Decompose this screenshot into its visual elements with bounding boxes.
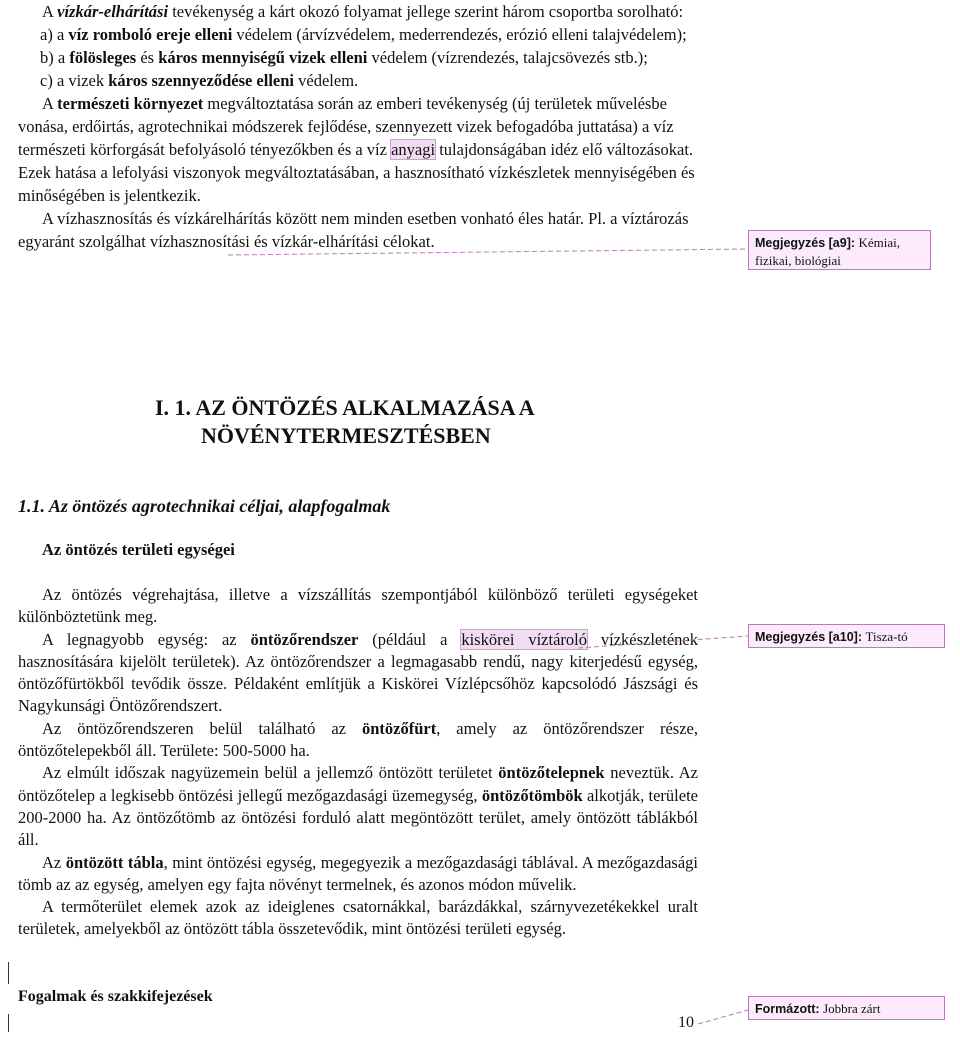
comment-text: Tisza-tó <box>865 629 908 644</box>
page-number: 10 <box>678 1014 694 1031</box>
subsection-heading: Az öntözés területi egységei <box>42 540 235 559</box>
paragraph-ontozorendszer: A legnagyobb egység: az öntözőrendszer (például a kiskörei víztároló vízkészletének hasznosítására kijelölt területek). Az öntözőrendszer a legmagasabb rendű, nagy kiterjedésű egység, öntözőfürtökből tevődik össze. Példaként említjük a Kiskörei Vízlépcsőhöz kapcsolódó Jászsági és Nagykunsági Öntözőrendszert. <box>18 629 698 716</box>
connector-a10 <box>578 636 748 648</box>
section-heading: 1.1. Az öntözés agrotechnikai céljai, alapfogalmak <box>18 496 391 516</box>
paragraph-intro: Az öntözés végrehajtása, illetve a vízszállítás szempontjából különböző területi egységeket különböztetünk meg. <box>18 585 698 627</box>
paragraph-vizkar: A vízkár-elhárítási tevékenység a kárt okozó folyamat jellege szerint három csoportba sorolható: <box>42 2 684 21</box>
glossary-heading: Fogalmak és szakkifejezések <box>18 988 213 1005</box>
comment-balloon-a9[interactable] <box>748 230 931 270</box>
comment-anchor-a10[interactable]: kiskörei víztároló <box>461 629 587 649</box>
chapter-heading: I. 1. AZ ÖNTÖZÉS ALKALMAZÁSA A NÖVÉNYTERMESZTÉSBEN <box>155 395 535 448</box>
comment-label: Megjegyzés [a10]: <box>755 630 862 644</box>
paragraph-ontozotelep: Az elmúlt időszak nagyüzemein belül a jellemző öntözött területet öntözőtelepnek neveztük. Az öntözőtelep a legkisebb öntözési jellegű mezőgazdasági üzemegység, öntözőtömbök alkotják, területe 200-2000 ha. Az öntözőtömb az öntözési forduló alatt megöntözött terület, amely öntözött táblákból áll. <box>18 763 699 850</box>
paragraph-termoterulet: A termőterület elemek azok az ideiglenes csatornákkal, barázdákkal, szárnyvezetékekkel uralt területek, amelyekből az öntözött tábla összetevődik, mint öntözési területi egység. <box>18 897 698 939</box>
format-label: Formázott: <box>755 1002 820 1016</box>
list-item-c: c) a vizek káros szennyeződése elleni védelem. <box>40 71 359 90</box>
format-balloon[interactable] <box>748 996 945 1020</box>
list-item-a: a) a víz romboló ereje elleni védelem (árvízvédelem, mederrendezés, erózió elleni talajvédelem); <box>40 25 687 44</box>
connector-a9 <box>228 249 748 255</box>
format-text: Jobbra zárt <box>823 1001 881 1016</box>
comment-label: Megjegyzés [a9]: <box>755 236 856 250</box>
paragraph-vizhasznositas: A vízhasznosítás és vízkárelhárítás között nem minden esetben vonható éles határ. Pl. a víztározás egyaránt szolgálhat vízhasznosítási és vízkár-elhárítási célokat. <box>18 209 689 251</box>
connector-format <box>698 1010 748 1024</box>
paragraph-ontozott-tabla: Az öntözött tábla, mint öntözési egység, megegyezik a mezőgazdasági táblával. A mezőgazdasági tömb az az egység, amelyen egy fajta növényt termelnek, és azonos módon művelik. <box>18 852 698 894</box>
paragraph-ontozofurt: Az öntözőrendszeren belül található az öntözőfürt, amely az öntözőrendszer része, öntözőtelepekből áll. Területe: 500-5000 ha. <box>18 718 698 761</box>
comment-text: Kémiai, fizikai, biológiai <box>755 235 901 268</box>
paragraph-termeszeti: A természeti környezet megváltoztatása során az emberi tevékenység (új területek művelésbe vonása, erdőirtás, agrotechnikai módszerek fejlődése, szennyezett vizek befogadóba juttatása) a víz természeti körforgását befolyásoló tényezőkben és a víz anyagi tulajdonságában idéz elő változásokat. Ezek hatása a lefolyási viszonyok megváltoztatásában, a hasznosítható vízkészletek mennyiségében és minőségében is jelentkezik. <box>18 94 695 205</box>
comment-anchor-a9[interactable]: anyagi <box>391 140 436 159</box>
term-vizkar: vízkár-elhárítási <box>57 2 169 21</box>
list-item-b: b) a fölösleges és káros mennyiségű vizek elleni védelem (vízrendezés, talajcsövezés stb.); <box>40 48 648 67</box>
comment-balloon-a10[interactable] <box>748 624 945 648</box>
